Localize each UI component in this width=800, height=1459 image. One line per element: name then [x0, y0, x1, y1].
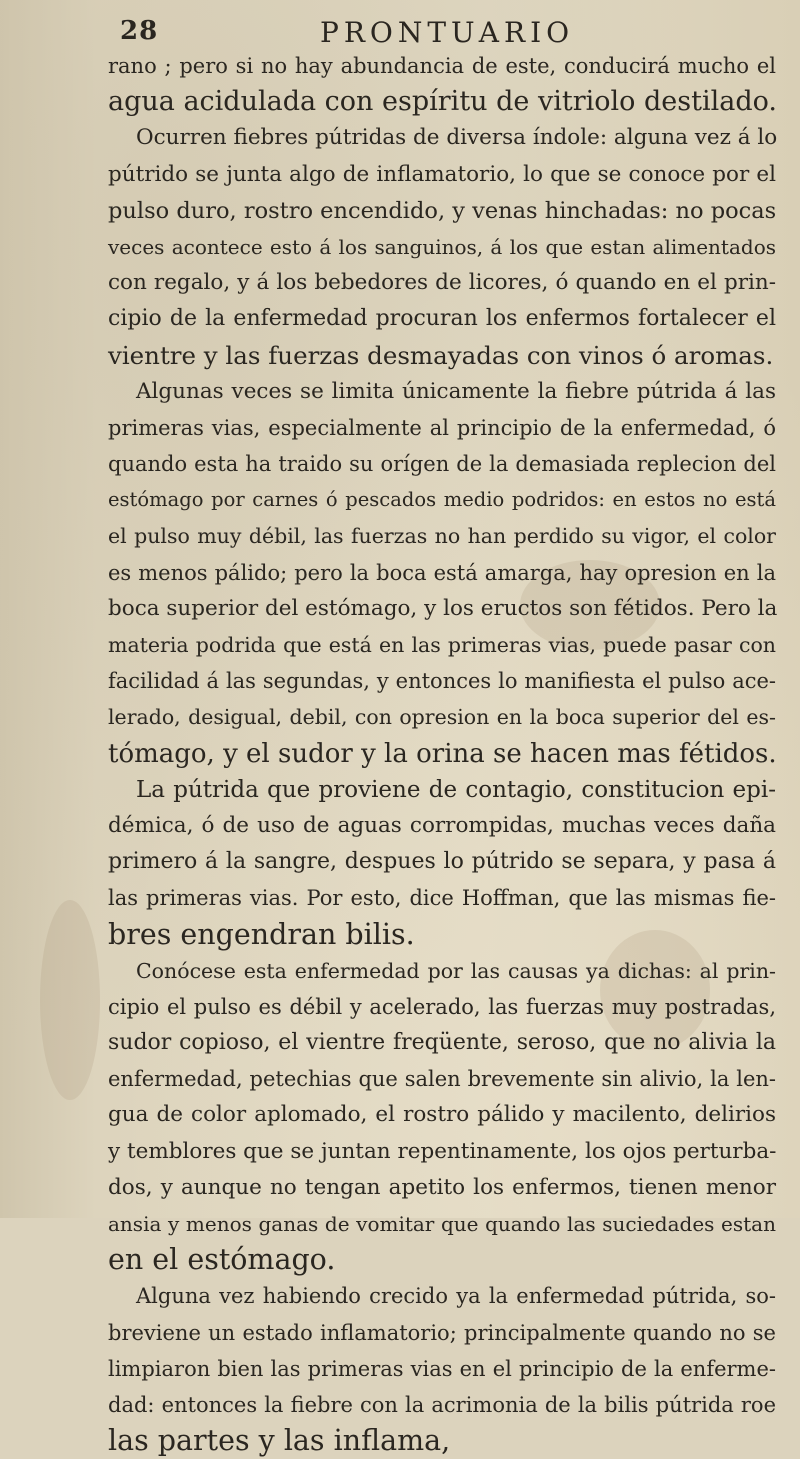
- text-line: facilidad á las segundas, y entonces lo manifiesta el pulso ace-: [108, 669, 776, 694]
- text-line: es menos pálido; pero la boca está amarga, hay opresion en la: [108, 560, 776, 585]
- text-line: agua acidulada con espíritu de vitriolo destilado.: [108, 86, 777, 118]
- text-line: las primeras vias. Por esto, dice Hoffman, que las mismas fie-: [108, 886, 776, 911]
- text-line: y temblores que se juntan repentinamente, los ojos perturba-: [108, 1138, 777, 1164]
- text-line: ansia y menos ganas de vomitar que quando las suciedades estan: [108, 1212, 776, 1236]
- text-line: dad: entonces la fiebre con la acrimonia de la bilis pútrida roe: [108, 1392, 776, 1417]
- text-line: cipio el pulso es débil y acelerado, las fuerzas muy postradas,: [108, 994, 776, 1019]
- text-line: pútrido se junta algo de inflamatorio, lo que se conoce por el: [108, 161, 776, 187]
- text-line: en el estómago.: [108, 1243, 336, 1277]
- text-line: démica, ó de uso de aguas corrompidas, muchas veces daña: [108, 812, 776, 838]
- text-line: sudor copioso, el vientre freqüente, seroso, que no alivia la: [108, 1030, 776, 1056]
- text-line: bres engendran bilis.: [108, 917, 415, 951]
- text-line: el pulso muy débil, las fuerzas no han perdido su vigor, el color: [108, 524, 776, 549]
- text-line: materia podrida que está en las primeras vias, puede pasar con: [108, 633, 776, 657]
- text-line: cipio de la enfermedad procuran los enfermos fortalecer el: [108, 306, 776, 332]
- page-header: [120, 14, 720, 52]
- text-line: limpiaron bien las primeras vias en el principio de la enferme-: [108, 1356, 776, 1381]
- text-line: tómago, y el sudor y la orina se hacen mas fétidos.: [108, 738, 777, 769]
- text-line: Algunas veces se limita únicamente la fiebre pútrida á las: [136, 378, 776, 404]
- paper-stain: [40, 900, 100, 1100]
- text-line: las partes y las inflama,: [108, 1424, 451, 1458]
- text-line: lerado, desigual, debil, con opresion en la boca superior del es-: [108, 705, 776, 730]
- body-text: [108, 48, 776, 1459]
- text-line: La pútrida que proviene de contagio, constitucion epi-: [136, 776, 776, 803]
- text-line: primeras vias, especialmente al principio de la enfermedad, ó: [108, 415, 776, 440]
- text-line: enfermedad, petechias que salen brevemente sin alivio, la len-: [108, 1067, 776, 1092]
- text-line: gua de color aplomado, el rostro pálido y macilento, delirios: [108, 1102, 776, 1128]
- text-line: Ocurren fiebres pútridas de diversa índole: alguna vez á lo: [136, 125, 778, 151]
- text-line: estómago por carnes ó pescados medio podridos: en estos no está: [108, 488, 776, 512]
- text-line: primero á la sangre, despues lo pútrido se separa, y pasa á: [108, 849, 776, 875]
- page-number: 28: [120, 16, 159, 46]
- text-line: Conócese esta enfermedad por las causas ya dichas: al prin-: [136, 958, 776, 983]
- running-head: PRONTUARIO: [320, 16, 575, 49]
- text-line: dos, y aunque no tengan apetito los enfermos, tienen menor: [108, 1174, 776, 1200]
- text-line: vientre y las fuerzas desmayadas con vinos ó aromas.: [108, 340, 774, 370]
- text-line: rano ; pero si no hay abundancia de este, conducirá mucho el: [108, 54, 776, 78]
- text-line: con regalo, y á los bebedores de licores, ó quando en el prin-: [108, 270, 776, 296]
- text-line: Alguna vez habiendo crecido ya la enfermedad pútrida, so-: [136, 1284, 776, 1309]
- text-line: quando esta ha traido su orígen de la demasiada replecion del: [108, 452, 776, 477]
- text-line: boca superior del estómago, y los eructos son fétidos. Pero la: [108, 595, 778, 621]
- text-line: breviene un estado inflamatorio; principalmente quando no se: [108, 1320, 776, 1345]
- text-line: pulso duro, rostro encendido, y venas hinchadas: no pocas: [108, 197, 777, 224]
- text-line: veces acontece esto á los sanguinos, á los que estan alimentados: [108, 234, 776, 259]
